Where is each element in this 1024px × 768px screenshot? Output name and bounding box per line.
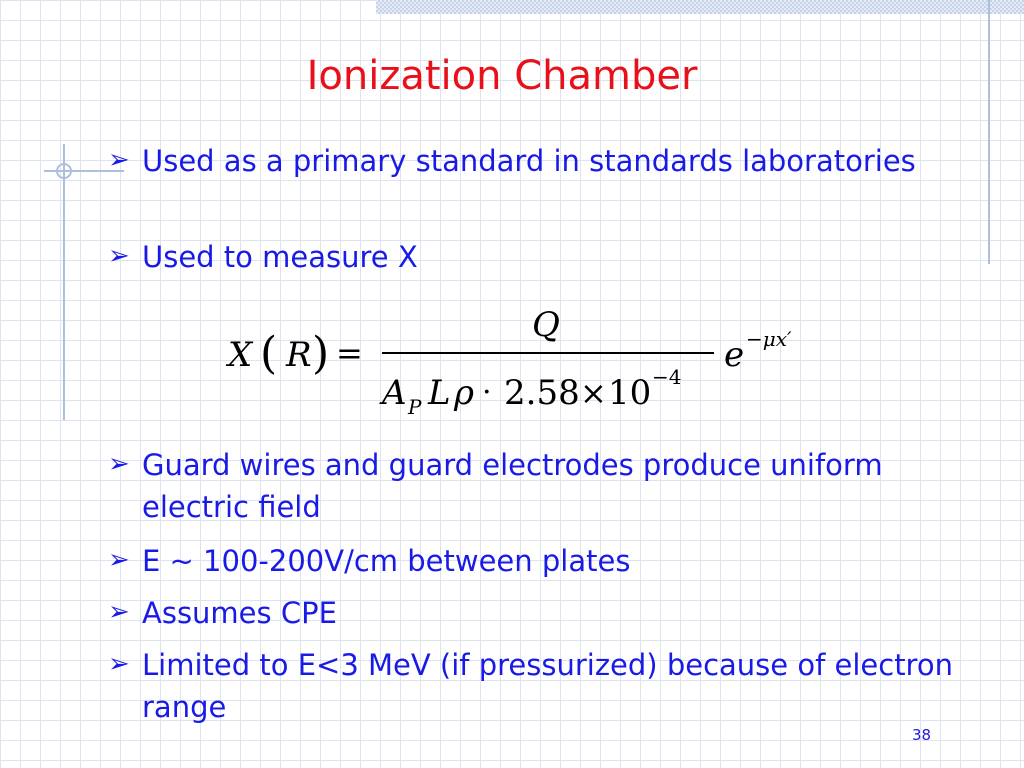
formula-den-exponent: −4: [652, 365, 682, 389]
bullet-item: [108, 444, 988, 528]
bullet-item: [108, 140, 988, 182]
bullet-item: [108, 236, 988, 278]
bullet-item: [108, 592, 988, 634]
formula-close-paren: ): [312, 328, 330, 379]
formula-den-times: ×: [580, 374, 607, 412]
page-number: 38: [912, 726, 932, 744]
formula-numerator: Q: [532, 305, 560, 345]
decorative-vertical-line: [63, 144, 65, 420]
bullet-item: [108, 644, 988, 728]
arrow-bullet-icon: ➢: [108, 449, 130, 479]
bullet-text: Guard wires and guard electrodes produce uniform electric field: [142, 448, 883, 524]
formula-exp-power: −μx′: [746, 327, 792, 351]
arrow-bullet-icon: ➢: [108, 545, 130, 575]
decorative-corner-band: [376, 0, 1024, 14]
formula-den-l: L: [428, 373, 451, 413]
arrow-bullet-icon: ➢: [108, 597, 130, 627]
formula-den-dot: ·: [482, 375, 492, 410]
bullet-text: Used as a primary standard in standards laboratories: [142, 144, 916, 178]
formula-den-rho: ρ: [454, 373, 474, 413]
arrow-bullet-icon: ➢: [108, 649, 130, 679]
formula-open-paren: (: [260, 328, 278, 379]
arrow-bullet-icon: ➢: [108, 241, 130, 271]
formula-den-ten: 10: [608, 373, 652, 413]
decorative-right-line: [988, 0, 990, 264]
decorative-ring: [56, 163, 72, 179]
formula-den-a: A: [382, 373, 407, 413]
exposure-formula: [224, 296, 824, 426]
slide-title: Ionization Chamber: [306, 53, 698, 99]
bullet-text: Limited to E<3 MeV (if pressurized) because of electron range: [142, 648, 953, 724]
formula-lhs-r: R: [286, 335, 312, 375]
formula-exp-base: e: [724, 335, 745, 375]
bullet-item: [108, 540, 988, 582]
arrow-bullet-icon: ➢: [108, 145, 130, 175]
bullet-text: E ~ 100-200V/cm between plates: [142, 544, 631, 578]
bullet-text: Assumes CPE: [142, 596, 337, 630]
bullet-text: Used to measure X: [142, 240, 418, 274]
formula-equals: =: [336, 334, 363, 372]
formula-lhs-x: X: [228, 335, 253, 375]
formula-den-a-sub: P: [408, 395, 422, 419]
formula-den-number: 2.58: [504, 373, 580, 413]
